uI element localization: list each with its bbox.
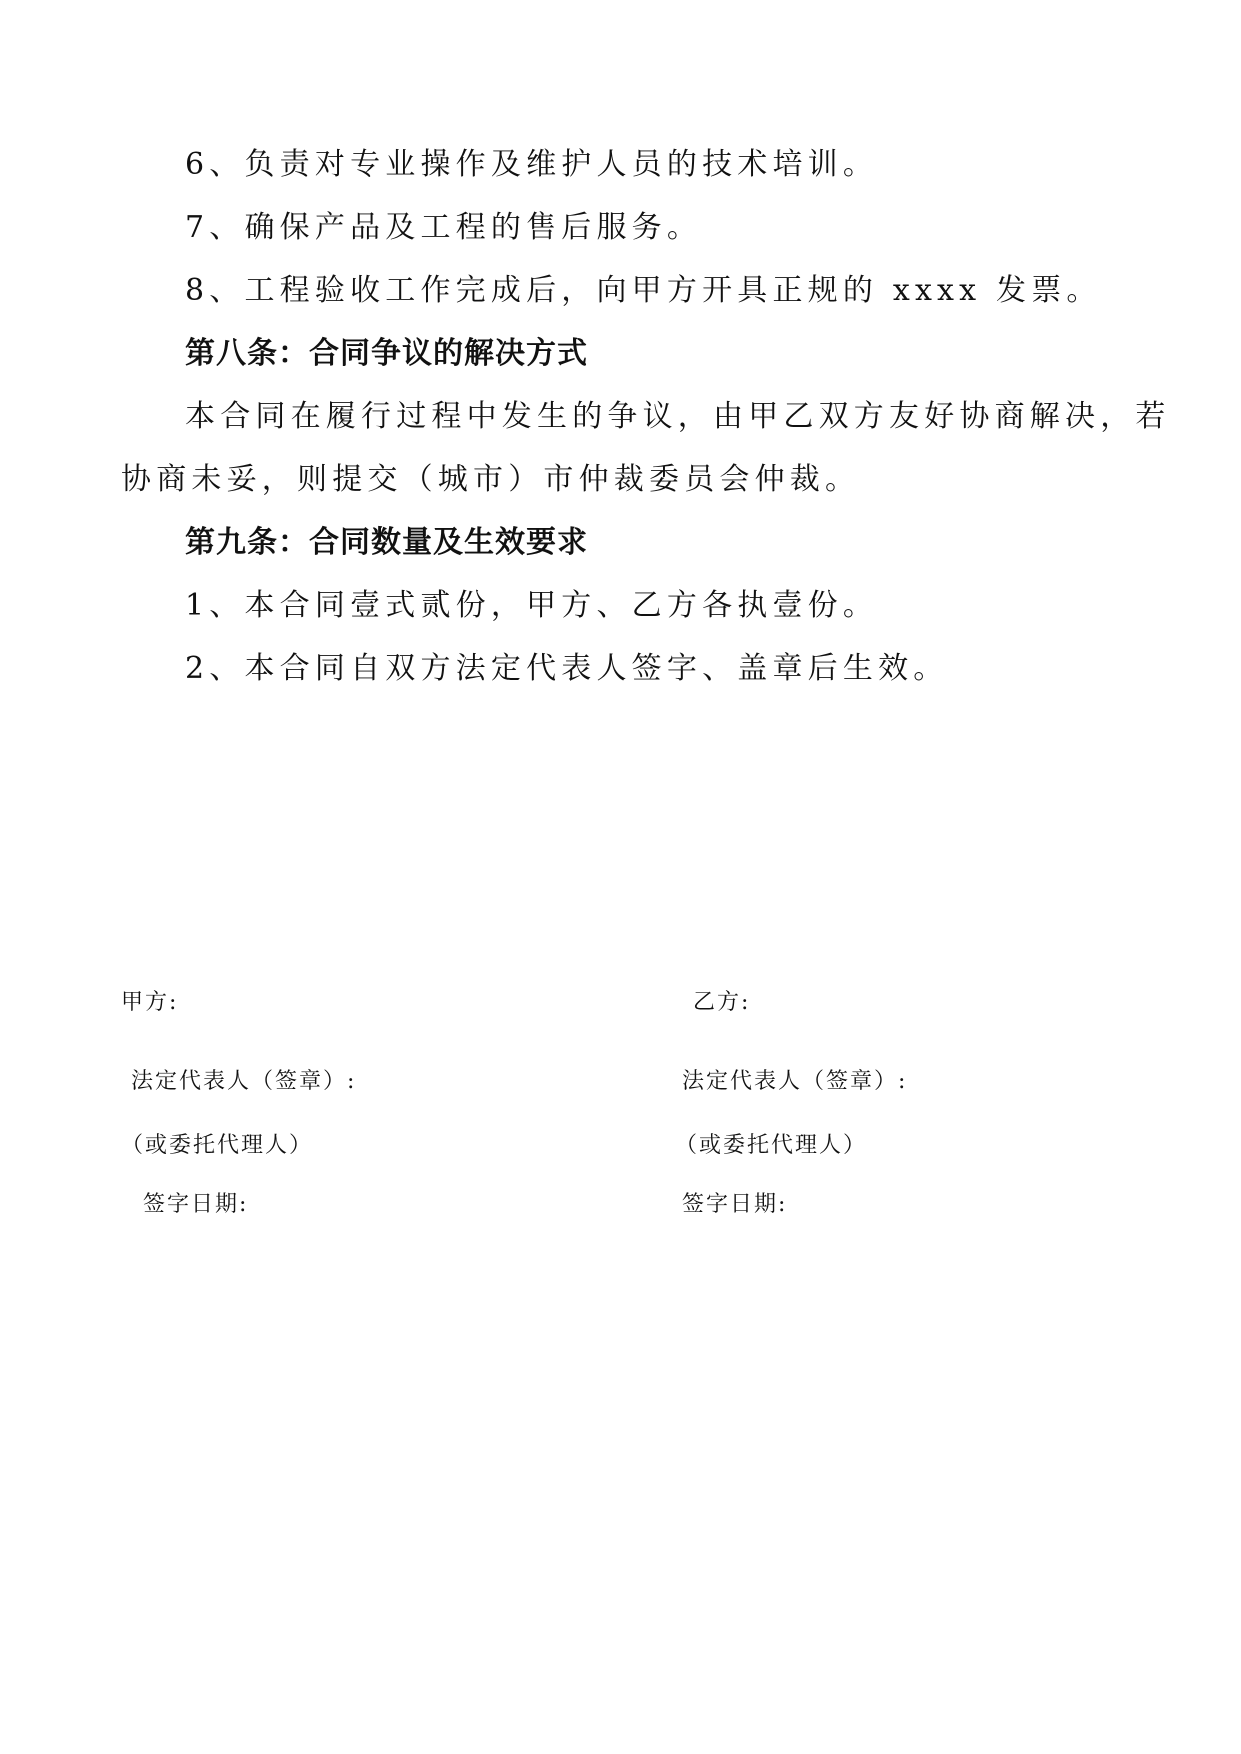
article-9-heading: 第九条：合同数量及生效要求 <box>185 525 588 560</box>
party-a-label: 甲方: <box>121 990 179 1015</box>
clause-item-7: 7、确保产品及工程的售后服务。 <box>185 210 703 245</box>
party-b-representative: 法定代表人（签章）: <box>682 1069 908 1094</box>
clause-item-6: 6、负责对专业操作及维护人员的技术培训。 <box>185 147 879 182</box>
article-8-body-line-2: 协商未妥，则提交（城市）市仲裁委员会仲裁。 <box>121 462 861 497</box>
party-a-sign-date: 签字日期: <box>143 1192 249 1217</box>
clause-item-8: 8、工程验收工作完成后，向甲方开具正规的 xxxx 发票。 <box>185 273 1102 308</box>
party-b-label: 乙方: <box>693 990 751 1015</box>
party-a-representative: 法定代表人（签章）: <box>131 1069 357 1094</box>
party-a-agent: （或委托代理人） <box>121 1133 314 1158</box>
article-8-heading: 第八条：合同争议的解决方式 <box>185 336 588 371</box>
party-b-agent: （或委托代理人） <box>675 1133 868 1158</box>
party-b-sign-date: 签字日期: <box>682 1192 788 1217</box>
article-8-body-line-1: 本合同在履行过程中发生的争议，由甲乙双方友好协商解决，若 <box>185 399 1171 434</box>
article-9-item-1: 1、本合同壹式贰份，甲方、乙方各执壹份。 <box>185 588 879 623</box>
article-9-item-2: 2、本合同自双方法定代表人签字、盖章后生效。 <box>185 651 949 686</box>
